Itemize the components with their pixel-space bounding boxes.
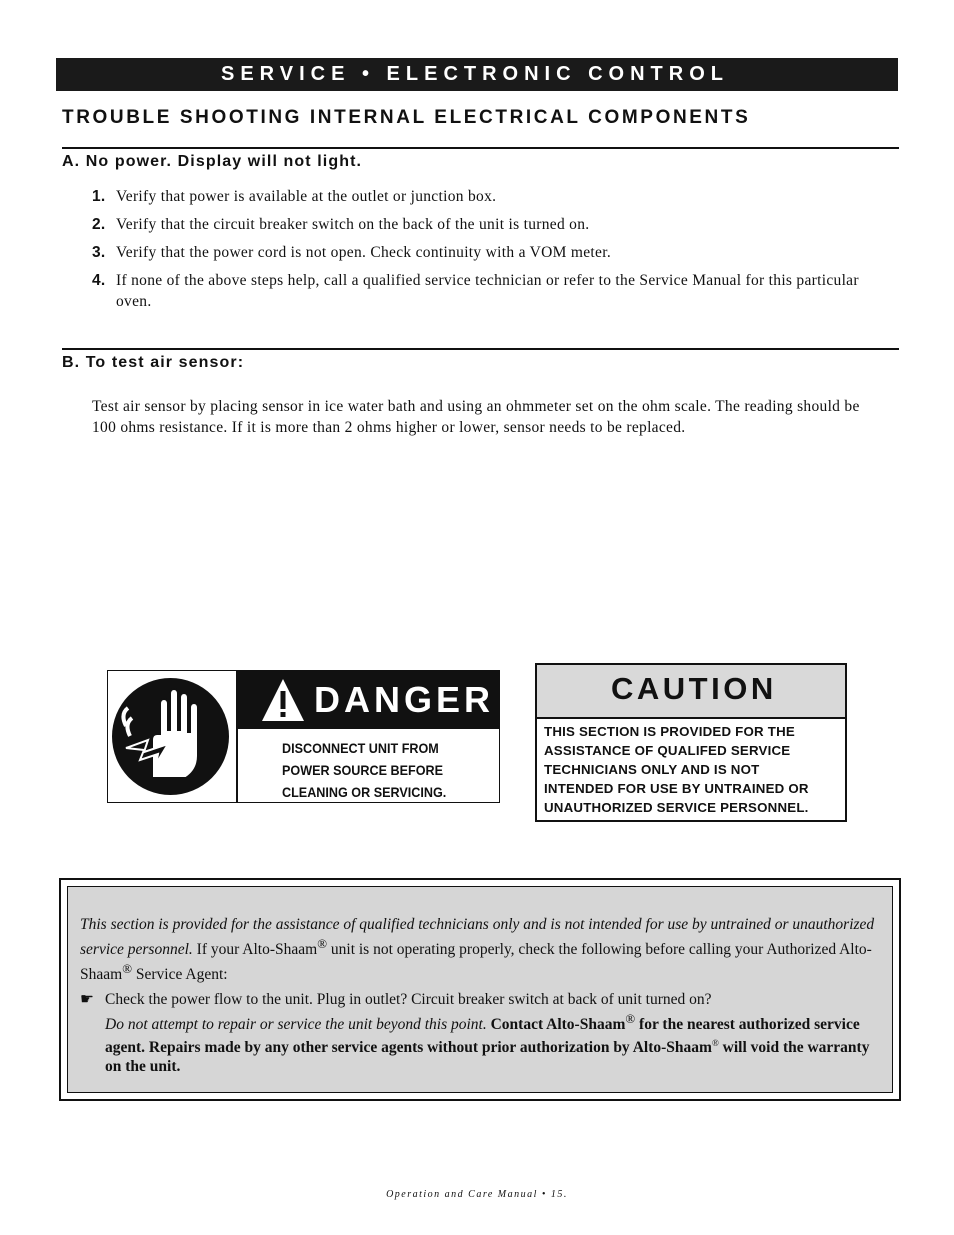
divider-rule bbox=[62, 147, 899, 149]
step-item bbox=[92, 242, 882, 263]
warning-triangle-icon bbox=[260, 677, 306, 723]
danger-message bbox=[282, 737, 471, 803]
electric-shock-hand-icon bbox=[112, 678, 229, 795]
danger-header bbox=[238, 671, 499, 729]
notice-bullet-bold: Contact Alto-Shaam bbox=[486, 1016, 626, 1034]
service-notice-panel bbox=[67, 886, 893, 1093]
danger-symbol-panel bbox=[108, 671, 238, 802]
notice-intro bbox=[80, 915, 875, 984]
pointing-hand-icon: ☛ bbox=[80, 991, 94, 1008]
page-title: TROUBLE SHOOTING INTERNAL ELECTRICAL COMPONENTS bbox=[62, 107, 751, 128]
step-item bbox=[92, 214, 882, 235]
caution-header bbox=[537, 665, 845, 719]
notice-bullet-text bbox=[105, 990, 875, 1076]
section-header-label: SERVICE • ELECTRONIC CONTROL bbox=[221, 63, 729, 85]
page-footer: Operation and Care Manual • 15. bbox=[386, 1189, 568, 1200]
notice-intro-italic: This section is provided for the assistance of qualified technicians only and is not intended for use by untrained or unauthorized service personnel. bbox=[80, 916, 875, 959]
step-text: Verify that power is available at the outlet or junction box. bbox=[116, 188, 497, 205]
notice-intro-text: unit is not operating properly, check the following before calling your Authorized Alto-Shaam bbox=[80, 941, 872, 984]
registered-mark: ® bbox=[122, 961, 132, 977]
step-text: Verify that the circuit breaker switch on the back of the unit is turned on. bbox=[116, 216, 590, 233]
caution-line: ASSISTANCE OF QUALIFED SERVICE bbox=[544, 743, 791, 758]
step-item bbox=[92, 186, 882, 207]
caution-line: TECHNICIANS ONLY AND IS NOT bbox=[544, 762, 760, 777]
notice-bullet-bold: will void the warranty on the unit. bbox=[105, 1039, 870, 1076]
step-text: If none of the above steps help, call a qualified service technician or refer to the Service Manual for this particular oven. bbox=[116, 272, 859, 310]
divider-rule bbox=[62, 348, 899, 350]
caution-message bbox=[544, 722, 846, 817]
registered-mark: ® bbox=[625, 1011, 636, 1026]
notice-bullet-bold: for the nearest authorized service agent. Repairs made by any other service agents without prior authorization by Alto-Shaam bbox=[105, 1016, 860, 1057]
caution-line: THIS SECTION IS PROVIDED FOR THE bbox=[544, 724, 795, 739]
notice-bullet-italic: Do not attempt to repair or service the unit beyond this point. bbox=[105, 1016, 487, 1034]
caution-line: INTENDED FOR USE BY UNTRAINED OR bbox=[544, 781, 809, 796]
notice-intro-text: Service Agent: bbox=[132, 966, 228, 984]
section-a-heading: A. No power. Display will not light. bbox=[62, 153, 363, 170]
danger-line: DISCONNECT UNIT FROM bbox=[282, 740, 439, 756]
section-header-bar bbox=[56, 58, 898, 91]
step-number: 4. bbox=[92, 272, 106, 289]
danger-line: POWER SOURCE BEFORE bbox=[282, 762, 444, 778]
section-b-heading: B. To test air sensor: bbox=[62, 354, 245, 371]
step-text: Verify that the power cord is not open. Check continuity with a VOM meter. bbox=[116, 244, 611, 261]
registered-mark: ® bbox=[317, 936, 328, 951]
caution-line: UNAUTHORIZED SERVICE PERSONNEL. bbox=[544, 800, 809, 815]
danger-label bbox=[107, 670, 500, 803]
caution-label bbox=[535, 663, 847, 822]
registered-mark: ® bbox=[711, 1038, 719, 1049]
step-item bbox=[92, 270, 882, 312]
danger-word: DANGER bbox=[314, 679, 495, 720]
notice-intro-text: If your Alto-Shaam bbox=[192, 941, 318, 959]
step-number: 3. bbox=[92, 244, 106, 261]
caution-word: CAUTION bbox=[611, 671, 777, 706]
step-number: 1. bbox=[92, 188, 106, 205]
danger-line: CLEANING OR SERVICING. bbox=[282, 784, 447, 800]
step-number: 2. bbox=[92, 216, 106, 233]
notice-bullet-plain: Check the power flow to the unit. Plug in outlet? Circuit breaker switch at back of unit turned on? bbox=[105, 991, 712, 1008]
sensor-test-paragraph: Test air sensor by placing sensor in ice water bath and using an ohmmeter set on the ohm scale. The reading should be 100 ohms resistance. If it is more than 2 ohms higher or lower, sensor needs to be replaced. bbox=[92, 398, 860, 436]
service-notice-box bbox=[59, 878, 901, 1101]
